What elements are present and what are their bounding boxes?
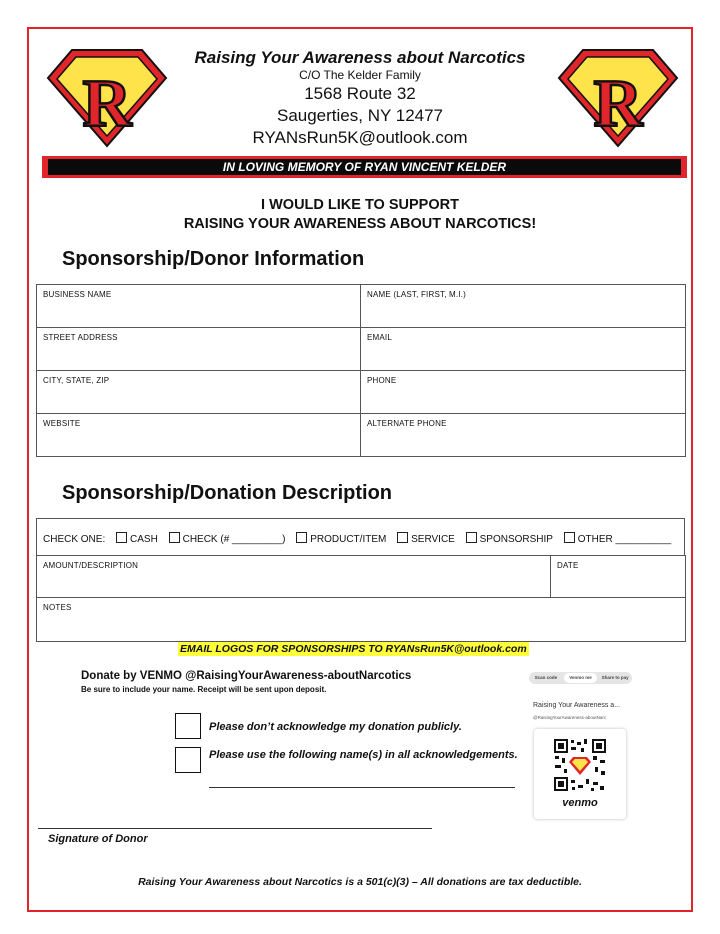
qr-code-icon <box>553 738 607 792</box>
logo-letter: R <box>82 65 132 141</box>
superman-r-logo-right <box>557 48 679 148</box>
use-names-checkbox[interactable] <box>175 747 201 773</box>
product-item-checkbox[interactable] <box>296 532 307 543</box>
tax-footer: Raising Your Awareness about Narcotics is a 501(c)(3) – All donations are tax deductible. <box>138 876 582 888</box>
email-logos-note: EMAIL LOGOS FOR SPONSORSHIPS TO RYANsRun5K@outlook.com <box>180 643 527 655</box>
city-line: Saugerties, NY 12477 <box>276 106 444 125</box>
donor-section-title: Sponsorship/Donor Information <box>62 248 365 270</box>
street-address-field[interactable]: STREET ADDRESS <box>37 328 361 371</box>
memorial-banner: IN LOVING MEMORY OF RYAN VINCENT KELDER <box>48 159 681 175</box>
logo-letter: R <box>593 65 643 141</box>
product-item-label: PRODUCT/ITEM <box>310 534 387 545</box>
phone-field[interactable]: PHONE <box>361 371 686 414</box>
org-email: RYANsRun5K@outlook.com <box>252 128 468 147</box>
service-label: SERVICE <box>411 534 455 545</box>
sponsorship-checkbox[interactable] <box>466 532 477 543</box>
donation-section-title: Sponsorship/Donation Description <box>62 482 393 504</box>
venmo-tabs <box>529 672 632 684</box>
donor-info-table <box>36 284 686 457</box>
venmo-tab-venmo-me: Venmo me <box>564 673 598 683</box>
org-header <box>180 48 540 149</box>
support-line-2: RAISING YOUR AWARENESS ABOUT NARCOTICS! <box>183 216 537 232</box>
superman-r-logo-left <box>46 48 168 148</box>
donation-detail-table <box>36 555 686 642</box>
venmo-tab-scan: Scan code <box>534 675 558 680</box>
no-public-ack-label: Please don’t acknowledge my donation publicly. <box>209 721 462 733</box>
city-state-zip-field[interactable]: CITY, STATE, ZIP <box>37 371 361 414</box>
name-field[interactable]: NAME (LAST, FIRST, M.I.) <box>361 285 686 328</box>
website-field[interactable]: WEBSITE <box>37 414 361 457</box>
venmo-brand: venmo <box>562 797 598 809</box>
venmo-tab-share: Share to pay <box>601 675 629 680</box>
no-public-ack-checkbox[interactable] <box>175 713 201 739</box>
signature-line[interactable] <box>38 828 432 829</box>
check-one-row <box>36 518 685 556</box>
date-field[interactable]: DATE <box>551 556 686 598</box>
service-checkbox[interactable] <box>397 532 408 543</box>
venmo-account-name: Raising Your Awareness a... <box>533 702 621 709</box>
alternate-phone-field[interactable]: ALTERNATE PHONE <box>361 414 686 457</box>
care-of: C/O The Kelder Family <box>299 68 421 82</box>
sponsorship-label: SPONSORSHIP <box>479 534 553 545</box>
street-address: 1568 Route 32 <box>304 84 416 103</box>
notes-field[interactable]: NOTES <box>37 598 686 642</box>
support-line-1: I WOULD LIKE TO SUPPORT <box>261 197 459 213</box>
cash-label: CASH <box>130 534 158 545</box>
other-label: OTHER __________ <box>577 534 672 545</box>
acknowledgement-name-line[interactable] <box>209 787 515 788</box>
cash-checkbox[interactable] <box>116 532 127 543</box>
use-names-label: Please use the following name(s) in all acknowledgements. <box>209 749 518 761</box>
support-statement <box>0 196 720 234</box>
venmo-handle: @RaisingYourAwareness-aboutNarc <box>533 715 607 720</box>
check-checkbox[interactable] <box>169 532 180 543</box>
other-checkbox[interactable] <box>564 532 575 543</box>
amount-description-field[interactable]: AMOUNT/DESCRIPTION <box>37 556 551 598</box>
venmo-subtext: Be sure to include your name. Receipt will be sent upon deposit. <box>81 685 327 694</box>
email-field[interactable]: EMAIL <box>361 328 686 371</box>
org-title: Raising Your Awareness about Narcotics <box>194 48 526 67</box>
business-name-field[interactable]: BUSINESS NAME <box>37 285 361 328</box>
venmo-heading: Donate by VENMO @RaisingYourAwareness-aboutNarcotics <box>81 670 412 682</box>
check-label: CHECK (# _________) <box>182 534 286 545</box>
signature-label: Signature of Donor <box>48 833 148 845</box>
check-one-label: CHECK ONE: <box>43 534 106 545</box>
